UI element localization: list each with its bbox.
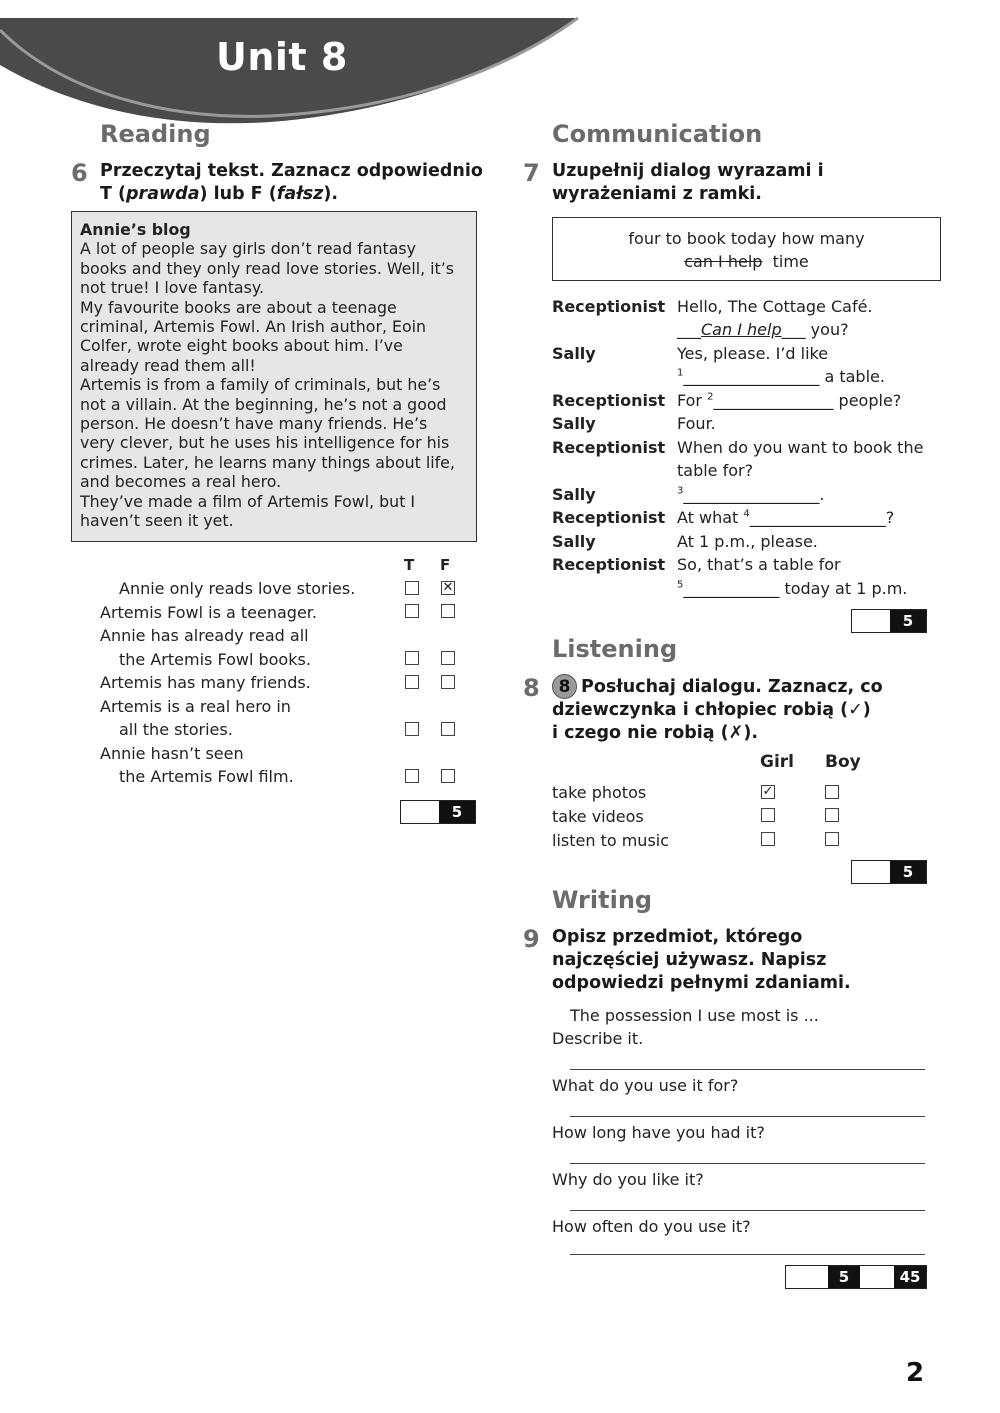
- score-blank[interactable]: [852, 610, 890, 632]
- false-checkbox-3[interactable]: [441, 651, 455, 665]
- boy-checkbox-1[interactable]: [825, 785, 839, 799]
- true-checkbox-1[interactable]: [405, 581, 419, 595]
- dialog-line: At 1 p.m., please.: [677, 532, 818, 551]
- column-header-boy: Boy: [825, 752, 861, 772]
- activity-label: take photos: [552, 783, 647, 802]
- unit-title: Unit 8: [216, 35, 348, 79]
- girl-checkbox-2[interactable]: [761, 808, 775, 822]
- blog-line: crimes. Later, he learns many things about life,: [80, 452, 455, 472]
- page-number: 2: [906, 1358, 925, 1388]
- dialog-line: Hello, The Cottage Café.: [677, 297, 873, 316]
- word-box-line-2: can I help time: [684, 252, 809, 271]
- score-blank[interactable]: [852, 861, 890, 883]
- gap-3-line[interactable]: $^3$_________________.: [677, 485, 825, 504]
- statement-5: Artemis is a real hero in: [100, 697, 291, 716]
- listening-section-title: Listening: [552, 635, 678, 663]
- writing-question: What do you use it for?: [552, 1076, 739, 1095]
- writing-intro: The possession I use most is ...: [570, 1006, 819, 1025]
- statement-3-cont: the Artemis Fowl books.: [119, 650, 311, 669]
- statement-5-cont: all the stories.: [119, 720, 233, 739]
- column-header-false: F: [440, 556, 451, 574]
- answer-line[interactable]: [570, 1115, 925, 1117]
- score-max: 5: [828, 1266, 860, 1288]
- dialog-line: table for?: [677, 461, 754, 480]
- exercise-9-number: 9: [523, 925, 540, 953]
- boy-checkbox-3[interactable]: [825, 832, 839, 846]
- blog-line: books and they only read love stories. Well, it’s: [80, 258, 454, 278]
- column-header-true: T: [404, 556, 415, 574]
- blog-line: person. He doesn’t have many friends. He’s: [80, 414, 428, 434]
- true-checkbox-5[interactable]: [405, 722, 419, 736]
- speaker-receptionist: Receptionist: [552, 438, 666, 457]
- speaker-sally: Sally: [552, 485, 596, 504]
- exercise-6-number: 6: [71, 159, 88, 187]
- communication-section-title: Communication: [552, 120, 763, 148]
- gap-1-line[interactable]: $^1$_________________ a table.: [677, 367, 885, 386]
- answer-line[interactable]: [570, 1209, 925, 1211]
- reading-score-box: [400, 800, 476, 824]
- dialog-line: Yes, please. I’d like: [677, 344, 829, 363]
- dialog-line: When do you want to book the: [677, 438, 924, 457]
- false-checkbox-4[interactable]: [441, 675, 455, 689]
- blog-text-box: [71, 211, 477, 542]
- writing-score-box: [785, 1265, 927, 1289]
- statement-6: Annie hasn’t seen: [100, 744, 244, 763]
- false-checkbox-6[interactable]: [441, 769, 455, 783]
- blog-line: My favourite books are about a teenage: [80, 297, 397, 317]
- speaker-receptionist: Receptionist: [552, 297, 666, 316]
- dialog-example-line: ___Can I help___ you?: [677, 320, 849, 339]
- score-max: 5: [439, 801, 475, 823]
- blog-line: already read them all!: [80, 355, 256, 375]
- girl-checkbox-1[interactable]: ✓: [762, 784, 774, 799]
- total-blank[interactable]: [860, 1266, 894, 1288]
- speaker-sally: Sally: [552, 532, 596, 551]
- statement-6-cont: the Artemis Fowl film.: [119, 767, 294, 786]
- blog-title: Annie’s blog: [80, 220, 191, 239]
- column-header-girl: Girl: [760, 752, 794, 772]
- true-checkbox-4[interactable]: [405, 675, 419, 689]
- writing-question: How long have you had it?: [552, 1123, 765, 1142]
- word-box: [552, 217, 941, 281]
- exercise-6-instruction: Przeczytaj tekst. Zaznacz odpowiednio T (prawda) lub F (fałsz).: [100, 161, 483, 204]
- true-checkbox-6[interactable]: [405, 769, 419, 783]
- exercise-7-number: 7: [523, 159, 540, 187]
- dialog-line: So, that’s a table for: [677, 555, 841, 574]
- score-max: 5: [890, 861, 926, 883]
- statement-4: Artemis has many friends.: [100, 673, 311, 692]
- exercise-8-instruction: 8 Posłuchaj dialogu. Zaznacz, co dziewczynka i chłopiec robią (✓) i czego nie robią (✗).: [552, 674, 972, 745]
- writing-question: How often do you use it?: [552, 1217, 751, 1236]
- blog-line: They’ve made a film of Artemis Fowl, but I: [80, 491, 416, 511]
- gap-4-line[interactable]: At what $^4$_________________?: [677, 508, 895, 527]
- exercise-9-instruction: Opisz przedmiot, którego najczęściej używasz. Napisz odpowiedzi pełnymi zdaniami.: [552, 927, 851, 993]
- speaker-sally: Sally: [552, 414, 596, 433]
- score-blank[interactable]: [786, 1266, 828, 1288]
- answer-line[interactable]: [570, 1253, 925, 1255]
- blog-line: very clever, but he uses his intelligence for his: [80, 433, 450, 453]
- false-checkbox-2[interactable]: [441, 604, 455, 618]
- score-blank[interactable]: [401, 801, 439, 823]
- total-max: 45: [894, 1266, 926, 1288]
- speaker-sally: Sally: [552, 344, 596, 363]
- speaker-receptionist: Receptionist: [552, 391, 666, 410]
- speaker-receptionist: Receptionist: [552, 508, 666, 527]
- blog-line: haven’t seen it yet.: [80, 511, 234, 531]
- score-max: 5: [890, 610, 926, 632]
- statement-3: Annie has already read all: [100, 626, 309, 645]
- blog-line: Colfer, wrote eight books about him. I’ve: [80, 336, 403, 356]
- exercise-7-instruction: Uzupełnij dialog wyrazami i wyrażeniami z ramki.: [552, 161, 824, 204]
- false-checkbox-5[interactable]: [441, 722, 455, 736]
- blog-line: not true! I love fantasy.: [80, 278, 264, 298]
- dialog-line: Four.: [677, 414, 716, 433]
- true-checkbox-2[interactable]: [405, 604, 419, 618]
- reading-section-title: Reading: [100, 120, 211, 148]
- boy-checkbox-2[interactable]: [825, 808, 839, 822]
- girl-checkbox-3[interactable]: [761, 832, 775, 846]
- blog-line: not a villain. At the beginning, he’s not a good: [80, 394, 447, 414]
- gap-5-line[interactable]: $^5$____________ today at 1 p.m.: [677, 579, 908, 598]
- answer-line[interactable]: [570, 1068, 925, 1070]
- speaker-receptionist: Receptionist: [552, 555, 666, 574]
- struck-example-word: can I help: [684, 252, 763, 271]
- listening-score-box: [851, 860, 927, 884]
- word-box-line-1: four to book today how many: [628, 229, 865, 248]
- false-checkbox-1[interactable]: ✕: [442, 580, 454, 595]
- writing-section-title: Writing: [552, 886, 653, 914]
- writing-question: Describe it.: [552, 1029, 644, 1048]
- activity-label: take videos: [552, 807, 644, 826]
- exercise-8-number: 8: [523, 674, 540, 702]
- blog-line: criminal, Artemis Fowl. An Irish author, Eoin: [80, 317, 427, 337]
- activity-label: listen to music: [552, 831, 670, 850]
- blog-line: and becomes a real hero.: [80, 472, 282, 492]
- statement-2: Artemis Fowl is a teenager.: [100, 603, 317, 622]
- true-checkbox-3[interactable]: [405, 651, 419, 665]
- communication-score-box: [851, 609, 927, 633]
- statement-1: Annie only reads love stories.: [119, 579, 356, 598]
- audio-track-icon[interactable]: 8: [552, 674, 577, 699]
- answer-line[interactable]: [570, 1162, 925, 1164]
- blog-line: Artemis is from a family of criminals, but he’s: [80, 375, 441, 395]
- writing-question: Why do you like it?: [552, 1170, 704, 1189]
- blog-line: A lot of people say girls don’t read fantasy: [80, 239, 416, 259]
- gap-2-line[interactable]: For $^2$_______________ people?: [677, 391, 902, 410]
